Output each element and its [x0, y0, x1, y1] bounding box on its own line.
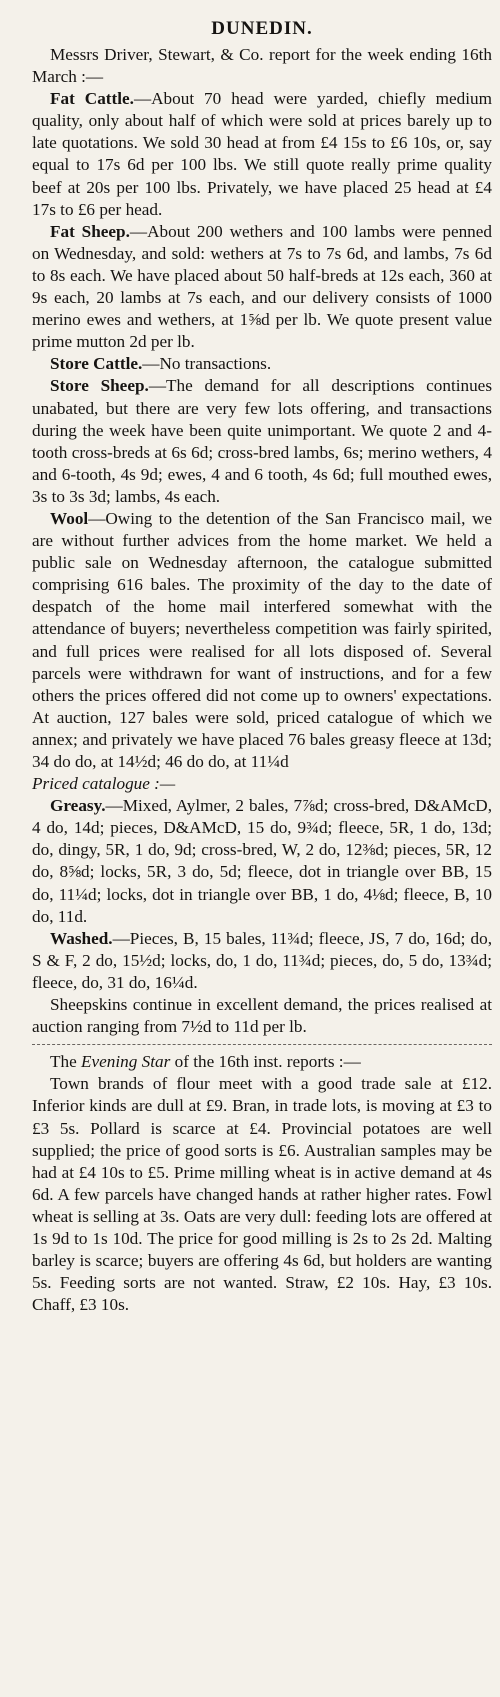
priced-catalogue-label: Priced catalogue :— [32, 774, 176, 794]
fat-sheep-lead: Fat Sheep. [50, 221, 130, 241]
wool-paragraph [32, 508, 492, 773]
store-cattle-text: —No transactions. [142, 354, 272, 374]
report-intro: Messrs Driver, Stewart, & Co. report for the week ending 16th March :— [32, 45, 492, 87]
greasy-lead: Greasy. [50, 796, 106, 816]
washed-lead: Washed. [50, 928, 113, 948]
wool-text: —Owing to the detention of the San Francisco mail, we are without further advices from the home market. We held a public sale on Wednesday afternoon, the catalogue submitted comprising 616 bales. The proximity of the day to the date of despatch of the home mail interfered somewhat with the attendance of buyers; nevertheless competition was fairly spirited, and full prices were realised for all lots disposed of. Several parcels were withdrawn for want of instructions, and for a few others the prices offered did not come up to owners' expectations. At auction, 127 bales were sold, priced catalogue of which we annex; and privately we have placed 76 bales greasy fleece at 13d; 34 do do, at 14½d; 46 do do, at 11¼d [32, 508, 492, 771]
evening-star-intro-pre: The [50, 1052, 82, 1072]
section-heading: DUNEDIN. [211, 18, 313, 39]
store-cattle-paragraph [32, 353, 492, 375]
evening-star-intro [32, 1051, 492, 1073]
fat-sheep-text: —About 200 wethers and 100 lambs were penned on Wednesday, and sold: wethers at 7s to 7s 6d, and lambs, 7s 6d to 8s each. We have placed about 50 half-breds at 12s each, 360 at 9s each, 20 lambs at 7s each, and our delivery consists of 1000 merino ewes and wethers, at 1⅝d per lb. We quote present value prime mutton 2d per lb. [32, 221, 492, 352]
washed-text: —Pieces, B, 15 bales, 11¾d; fleece, JS, 7 do, 16d; do, S & F, 2 do, 15½d; locks, do, 1 do, 11¾d; pieces, do, 5 do, 13¾d; fleece, do, 31 do, 16¼d. [32, 928, 492, 992]
column-divider [32, 1044, 492, 1045]
store-sheep-text: —The demand for all descriptions continues unabated, but there are very few lots offering, and transactions during the week have been quite unimportant. We quote 2 and 4-tooth cross-breds at 6s 6d; cross-bred lambs, 6s; merino wethers, 4 and 6-tooth, 4s 9d; ewes, 4 and 6 tooth, 4s 6d; full mouthed ewes, 3s to 3s 3d; lambs, 4s each. [32, 376, 493, 506]
fat-cattle-paragraph [32, 88, 492, 221]
sheepskins-paragraph: Sheepskins continue in excellent demand, the prices realised at auction ranging from 7½d to 11d per lb. [32, 995, 492, 1037]
wool-lead: Wool [50, 508, 89, 528]
store-sheep-lead: Store Sheep. [50, 376, 149, 396]
store-cattle-lead: Store Cattle. [50, 354, 143, 374]
fat-cattle-text: —About 70 head were yarded, chiefly medium quality, only about half of which were sold at prices barely up to late quotations. We sold 30 head at from £4 15s to £6 10s, or, say equal to 17s 6d per 100 lbs. We still quote really prime quality beef at 20s per 100 lbs. Privately, we have placed 25 head at £4 17s to £6 per head. [32, 89, 492, 219]
evening-star-title: Evening Star [81, 1052, 171, 1072]
fat-sheep-paragraph [32, 221, 492, 354]
greasy-paragraph [32, 795, 492, 928]
greasy-text: —Mixed, Aylmer, 2 bales, 7⅞d; cross-bred, D&AMcD, 4 do, 14d; pieces, D&AMcD, 15 do, 9¾d; fleece, 5R, 1 do, 13d; do, dingy, 5R, 1 do, 9d; cross-bred, W, 2 do, 12⅜d; pieces, 5R, 12 do, 8⅝d; locks, 5R, 3 do, 5d; fleece, dot in triangle over BB, 15 do, 11¼d; locks, dot in triangle over BB, 1 do, 4⅛d; fleece, B, 10 do, 11d. [32, 796, 492, 926]
washed-paragraph [32, 928, 492, 994]
evening-star-intro-post: of the 16th inst. reports :— [170, 1052, 361, 1072]
fat-cattle-lead: Fat Cattle. [50, 89, 134, 109]
produce-market-paragraph: Town brands of flour meet with a good trade sale at £12. Inferior kinds are dull at £9. Bran, in trade lots, is moving at £3 to £3 5s. Pollard is scarce at £4. Provincial potatoes are well supplied; the price of good sorts is £6. Australian samples may be had at £4 10s to £5. Prime milling wheat is in active demand at 4s 6d. A few parcels have changed hands at rather higher rates. Fowl wheat is selling at 3s. Oats are very dull: feeding lots are offered at 1s 9d to 1s 10d. The price for good milling is 2s to 2s 2d. Malting barley is scarce; buyers are offering 4s 6d, but holders are wanting 5s. Feeding sorts are not wanted. Straw, £2 10s. Hay, £3 10s. Chaff, £3 10s. [32, 1074, 492, 1315]
store-sheep-paragraph [32, 375, 492, 508]
